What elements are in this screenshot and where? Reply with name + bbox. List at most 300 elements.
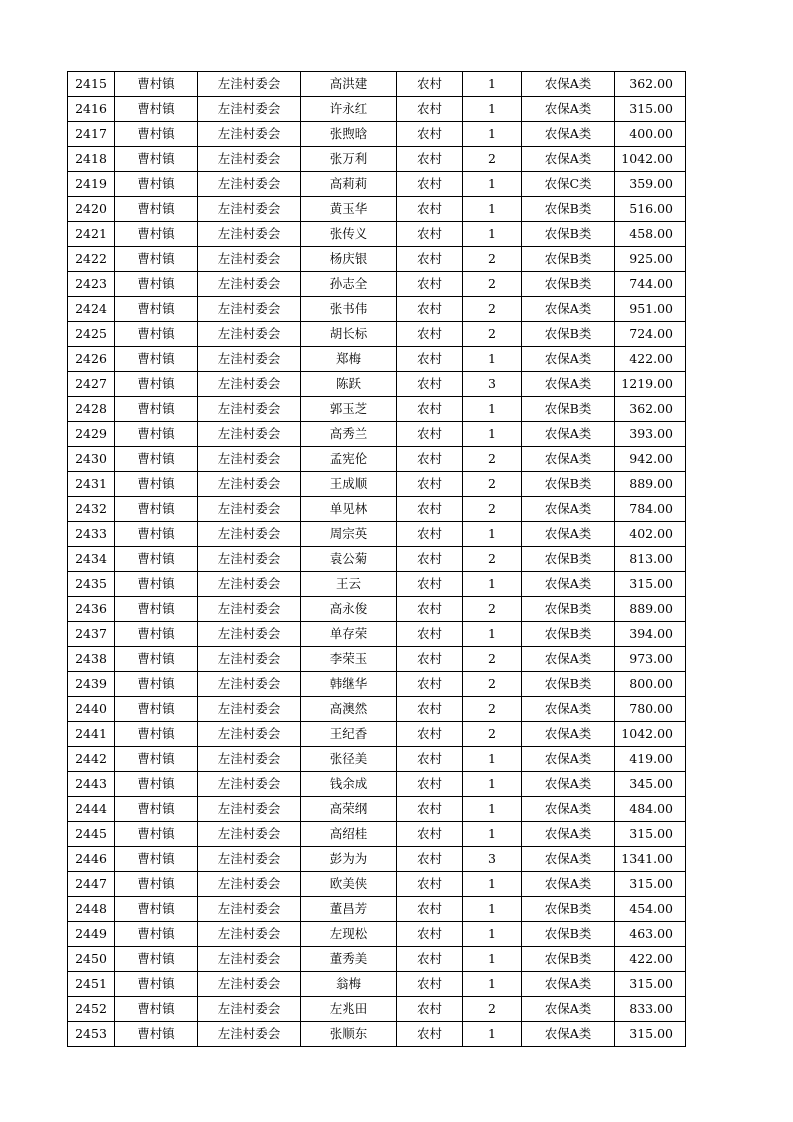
village-committee-cell: 左洼村委会 bbox=[198, 247, 301, 272]
area-type-cell: 农村 bbox=[397, 797, 463, 822]
village-committee-cell: 左洼村委会 bbox=[198, 747, 301, 772]
area-type-cell: 农村 bbox=[397, 847, 463, 872]
row-number-cell: 2435 bbox=[68, 572, 115, 597]
amount-cell: 454.00 bbox=[615, 897, 686, 922]
town-cell: 曹村镇 bbox=[115, 772, 198, 797]
amount-cell: 800.00 bbox=[615, 672, 686, 697]
town-cell: 曹村镇 bbox=[115, 197, 198, 222]
insurance-class-cell: 农保B类 bbox=[522, 247, 615, 272]
village-committee-cell: 左洼村委会 bbox=[198, 697, 301, 722]
amount-cell: 516.00 bbox=[615, 197, 686, 222]
household-size-cell: 1 bbox=[463, 522, 522, 547]
name-cell: 高秀兰 bbox=[301, 422, 397, 447]
table-body bbox=[68, 72, 686, 1047]
household-size-cell: 2 bbox=[463, 997, 522, 1022]
insurance-class-cell: 农保A类 bbox=[522, 722, 615, 747]
town-cell: 曹村镇 bbox=[115, 647, 198, 672]
town-cell: 曹村镇 bbox=[115, 572, 198, 597]
name-cell: 韩继华 bbox=[301, 672, 397, 697]
amount-cell: 315.00 bbox=[615, 872, 686, 897]
town-cell: 曹村镇 bbox=[115, 222, 198, 247]
amount-cell: 402.00 bbox=[615, 522, 686, 547]
area-type-cell: 农村 bbox=[397, 997, 463, 1022]
town-cell: 曹村镇 bbox=[115, 622, 198, 647]
town-cell: 曹村镇 bbox=[115, 172, 198, 197]
village-committee-cell: 左洼村委会 bbox=[198, 647, 301, 672]
town-cell: 曹村镇 bbox=[115, 997, 198, 1022]
table-row bbox=[68, 522, 686, 547]
name-cell: 钱余成 bbox=[301, 772, 397, 797]
household-size-cell: 2 bbox=[463, 322, 522, 347]
household-size-cell: 1 bbox=[463, 1022, 522, 1047]
household-size-cell: 1 bbox=[463, 422, 522, 447]
town-cell: 曹村镇 bbox=[115, 972, 198, 997]
insurance-class-cell: 农保B类 bbox=[522, 672, 615, 697]
row-number-cell: 2415 bbox=[68, 72, 115, 97]
household-size-cell: 2 bbox=[463, 447, 522, 472]
table-row bbox=[68, 72, 686, 97]
town-cell: 曹村镇 bbox=[115, 697, 198, 722]
insurance-class-cell: 农保A类 bbox=[522, 997, 615, 1022]
household-size-cell: 1 bbox=[463, 772, 522, 797]
amount-cell: 744.00 bbox=[615, 272, 686, 297]
insurance-class-cell: 农保A类 bbox=[522, 797, 615, 822]
area-type-cell: 农村 bbox=[397, 572, 463, 597]
name-cell: 张顺东 bbox=[301, 1022, 397, 1047]
area-type-cell: 农村 bbox=[397, 272, 463, 297]
insurance-class-cell: 农保B类 bbox=[522, 397, 615, 422]
insurance-class-cell: 农保A类 bbox=[522, 122, 615, 147]
amount-cell: 359.00 bbox=[615, 172, 686, 197]
area-type-cell: 农村 bbox=[397, 722, 463, 747]
amount-cell: 1042.00 bbox=[615, 722, 686, 747]
household-size-cell: 1 bbox=[463, 172, 522, 197]
name-cell: 黄玉华 bbox=[301, 197, 397, 222]
amount-cell: 362.00 bbox=[615, 397, 686, 422]
town-cell: 曹村镇 bbox=[115, 122, 198, 147]
household-size-cell: 1 bbox=[463, 872, 522, 897]
insurance-class-cell: 农保A类 bbox=[522, 72, 615, 97]
household-size-cell: 1 bbox=[463, 622, 522, 647]
area-type-cell: 农村 bbox=[397, 372, 463, 397]
household-size-cell: 1 bbox=[463, 572, 522, 597]
table-row bbox=[68, 572, 686, 597]
table-row bbox=[68, 97, 686, 122]
village-committee-cell: 左洼村委会 bbox=[198, 1022, 301, 1047]
name-cell: 张煦晗 bbox=[301, 122, 397, 147]
row-number-cell: 2429 bbox=[68, 422, 115, 447]
table-row bbox=[68, 497, 686, 522]
household-size-cell: 1 bbox=[463, 97, 522, 122]
records-table bbox=[67, 71, 686, 1047]
row-number-cell: 2452 bbox=[68, 997, 115, 1022]
row-number-cell: 2432 bbox=[68, 497, 115, 522]
town-cell: 曹村镇 bbox=[115, 422, 198, 447]
insurance-class-cell: 农保A类 bbox=[522, 647, 615, 672]
area-type-cell: 农村 bbox=[397, 422, 463, 447]
insurance-class-cell: 农保B类 bbox=[522, 272, 615, 297]
town-cell: 曹村镇 bbox=[115, 297, 198, 322]
row-number-cell: 2441 bbox=[68, 722, 115, 747]
household-size-cell: 1 bbox=[463, 222, 522, 247]
insurance-class-cell: 农保A类 bbox=[522, 772, 615, 797]
name-cell: 高澳然 bbox=[301, 697, 397, 722]
town-cell: 曹村镇 bbox=[115, 272, 198, 297]
row-number-cell: 2444 bbox=[68, 797, 115, 822]
name-cell: 高洪建 bbox=[301, 72, 397, 97]
amount-cell: 724.00 bbox=[615, 322, 686, 347]
area-type-cell: 农村 bbox=[397, 697, 463, 722]
row-number-cell: 2443 bbox=[68, 772, 115, 797]
household-size-cell: 2 bbox=[463, 672, 522, 697]
row-number-cell: 2427 bbox=[68, 372, 115, 397]
village-committee-cell: 左洼村委会 bbox=[198, 722, 301, 747]
row-number-cell: 2416 bbox=[68, 97, 115, 122]
row-number-cell: 2450 bbox=[68, 947, 115, 972]
household-size-cell: 2 bbox=[463, 472, 522, 497]
village-committee-cell: 左洼村委会 bbox=[198, 72, 301, 97]
table-row bbox=[68, 672, 686, 697]
row-number-cell: 2447 bbox=[68, 872, 115, 897]
household-size-cell: 1 bbox=[463, 922, 522, 947]
insurance-class-cell: 农保A类 bbox=[522, 372, 615, 397]
name-cell: 张传义 bbox=[301, 222, 397, 247]
amount-cell: 422.00 bbox=[615, 347, 686, 372]
town-cell: 曹村镇 bbox=[115, 822, 198, 847]
village-committee-cell: 左洼村委会 bbox=[198, 147, 301, 172]
town-cell: 曹村镇 bbox=[115, 97, 198, 122]
amount-cell: 889.00 bbox=[615, 472, 686, 497]
village-committee-cell: 左洼村委会 bbox=[198, 497, 301, 522]
amount-cell: 419.00 bbox=[615, 747, 686, 772]
household-size-cell: 2 bbox=[463, 297, 522, 322]
amount-cell: 315.00 bbox=[615, 1022, 686, 1047]
insurance-class-cell: 农保A类 bbox=[522, 872, 615, 897]
amount-cell: 315.00 bbox=[615, 822, 686, 847]
insurance-class-cell: 农保A类 bbox=[522, 447, 615, 472]
town-cell: 曹村镇 bbox=[115, 72, 198, 97]
insurance-class-cell: 农保B类 bbox=[522, 897, 615, 922]
name-cell: 彭为为 bbox=[301, 847, 397, 872]
town-cell: 曹村镇 bbox=[115, 922, 198, 947]
table-row bbox=[68, 447, 686, 472]
village-committee-cell: 左洼村委会 bbox=[198, 272, 301, 297]
row-number-cell: 2437 bbox=[68, 622, 115, 647]
area-type-cell: 农村 bbox=[397, 872, 463, 897]
name-cell: 单见林 bbox=[301, 497, 397, 522]
table-row bbox=[68, 747, 686, 772]
table-row bbox=[68, 397, 686, 422]
town-cell: 曹村镇 bbox=[115, 672, 198, 697]
area-type-cell: 农村 bbox=[397, 497, 463, 522]
village-committee-cell: 左洼村委会 bbox=[198, 672, 301, 697]
name-cell: 胡长标 bbox=[301, 322, 397, 347]
household-size-cell: 1 bbox=[463, 397, 522, 422]
household-size-cell: 2 bbox=[463, 697, 522, 722]
name-cell: 左兆田 bbox=[301, 997, 397, 1022]
name-cell: 单存荣 bbox=[301, 622, 397, 647]
table-row bbox=[68, 897, 686, 922]
town-cell: 曹村镇 bbox=[115, 147, 198, 172]
town-cell: 曹村镇 bbox=[115, 547, 198, 572]
insurance-class-cell: 农保C类 bbox=[522, 172, 615, 197]
row-number-cell: 2418 bbox=[68, 147, 115, 172]
area-type-cell: 农村 bbox=[397, 197, 463, 222]
town-cell: 曹村镇 bbox=[115, 347, 198, 372]
name-cell: 董秀美 bbox=[301, 947, 397, 972]
village-committee-cell: 左洼村委会 bbox=[198, 922, 301, 947]
table-row bbox=[68, 597, 686, 622]
village-committee-cell: 左洼村委会 bbox=[198, 422, 301, 447]
amount-cell: 813.00 bbox=[615, 547, 686, 572]
row-number-cell: 2428 bbox=[68, 397, 115, 422]
amount-cell: 362.00 bbox=[615, 72, 686, 97]
row-number-cell: 2420 bbox=[68, 197, 115, 222]
insurance-class-cell: 农保A类 bbox=[522, 697, 615, 722]
village-committee-cell: 左洼村委会 bbox=[198, 622, 301, 647]
name-cell: 高荣纲 bbox=[301, 797, 397, 822]
area-type-cell: 农村 bbox=[397, 1022, 463, 1047]
area-type-cell: 农村 bbox=[397, 322, 463, 347]
village-committee-cell: 左洼村委会 bbox=[198, 397, 301, 422]
amount-cell: 784.00 bbox=[615, 497, 686, 522]
table-row bbox=[68, 347, 686, 372]
row-number-cell: 2417 bbox=[68, 122, 115, 147]
area-type-cell: 农村 bbox=[397, 647, 463, 672]
table-row bbox=[68, 272, 686, 297]
amount-cell: 400.00 bbox=[615, 122, 686, 147]
name-cell: 李荣玉 bbox=[301, 647, 397, 672]
town-cell: 曹村镇 bbox=[115, 897, 198, 922]
area-type-cell: 农村 bbox=[397, 622, 463, 647]
name-cell: 欧美侠 bbox=[301, 872, 397, 897]
area-type-cell: 农村 bbox=[397, 147, 463, 172]
row-number-cell: 2434 bbox=[68, 547, 115, 572]
insurance-class-cell: 农保A类 bbox=[522, 847, 615, 872]
name-cell: 张径美 bbox=[301, 747, 397, 772]
amount-cell: 889.00 bbox=[615, 597, 686, 622]
area-type-cell: 农村 bbox=[397, 772, 463, 797]
area-type-cell: 农村 bbox=[397, 297, 463, 322]
household-size-cell: 2 bbox=[463, 597, 522, 622]
area-type-cell: 农村 bbox=[397, 122, 463, 147]
household-size-cell: 3 bbox=[463, 372, 522, 397]
village-committee-cell: 左洼村委会 bbox=[198, 122, 301, 147]
table-row bbox=[68, 1022, 686, 1047]
amount-cell: 1219.00 bbox=[615, 372, 686, 397]
name-cell: 袁公菊 bbox=[301, 547, 397, 572]
amount-cell: 315.00 bbox=[615, 572, 686, 597]
amount-cell: 951.00 bbox=[615, 297, 686, 322]
insurance-class-cell: 农保A类 bbox=[522, 522, 615, 547]
area-type-cell: 农村 bbox=[397, 472, 463, 497]
area-type-cell: 农村 bbox=[397, 97, 463, 122]
town-cell: 曹村镇 bbox=[115, 247, 198, 272]
name-cell: 左现松 bbox=[301, 922, 397, 947]
row-number-cell: 2426 bbox=[68, 347, 115, 372]
table-row bbox=[68, 872, 686, 897]
table-row bbox=[68, 372, 686, 397]
table-row bbox=[68, 222, 686, 247]
row-number-cell: 2442 bbox=[68, 747, 115, 772]
household-size-cell: 2 bbox=[463, 147, 522, 172]
row-number-cell: 2453 bbox=[68, 1022, 115, 1047]
town-cell: 曹村镇 bbox=[115, 597, 198, 622]
village-committee-cell: 左洼村委会 bbox=[198, 447, 301, 472]
table-row bbox=[68, 122, 686, 147]
household-size-cell: 2 bbox=[463, 272, 522, 297]
town-cell: 曹村镇 bbox=[115, 522, 198, 547]
insurance-class-cell: 农保B类 bbox=[522, 472, 615, 497]
insurance-class-cell: 农保B类 bbox=[522, 322, 615, 347]
insurance-class-cell: 农保A类 bbox=[522, 822, 615, 847]
village-committee-cell: 左洼村委会 bbox=[198, 547, 301, 572]
amount-cell: 345.00 bbox=[615, 772, 686, 797]
insurance-class-cell: 农保A类 bbox=[522, 147, 615, 172]
village-committee-cell: 左洼村委会 bbox=[198, 822, 301, 847]
row-number-cell: 2448 bbox=[68, 897, 115, 922]
household-size-cell: 2 bbox=[463, 647, 522, 672]
area-type-cell: 农村 bbox=[397, 397, 463, 422]
name-cell: 高莉莉 bbox=[301, 172, 397, 197]
area-type-cell: 农村 bbox=[397, 547, 463, 572]
amount-cell: 780.00 bbox=[615, 697, 686, 722]
row-number-cell: 2451 bbox=[68, 972, 115, 997]
town-cell: 曹村镇 bbox=[115, 722, 198, 747]
row-number-cell: 2419 bbox=[68, 172, 115, 197]
village-committee-cell: 左洼村委会 bbox=[198, 347, 301, 372]
amount-cell: 1341.00 bbox=[615, 847, 686, 872]
amount-cell: 315.00 bbox=[615, 97, 686, 122]
town-cell: 曹村镇 bbox=[115, 497, 198, 522]
area-type-cell: 农村 bbox=[397, 222, 463, 247]
village-committee-cell: 左洼村委会 bbox=[198, 847, 301, 872]
area-type-cell: 农村 bbox=[397, 947, 463, 972]
town-cell: 曹村镇 bbox=[115, 872, 198, 897]
table-row bbox=[68, 547, 686, 572]
table-row bbox=[68, 847, 686, 872]
insurance-class-cell: 农保B类 bbox=[522, 597, 615, 622]
household-size-cell: 1 bbox=[463, 972, 522, 997]
insurance-class-cell: 农保A类 bbox=[522, 97, 615, 122]
insurance-class-cell: 农保B类 bbox=[522, 547, 615, 572]
area-type-cell: 农村 bbox=[397, 672, 463, 697]
row-number-cell: 2433 bbox=[68, 522, 115, 547]
row-number-cell: 2449 bbox=[68, 922, 115, 947]
town-cell: 曹村镇 bbox=[115, 372, 198, 397]
household-size-cell: 2 bbox=[463, 247, 522, 272]
village-committee-cell: 左洼村委会 bbox=[198, 972, 301, 997]
insurance-class-cell: 农保A类 bbox=[522, 1022, 615, 1047]
name-cell: 郭玉芝 bbox=[301, 397, 397, 422]
village-committee-cell: 左洼村委会 bbox=[198, 997, 301, 1022]
town-cell: 曹村镇 bbox=[115, 447, 198, 472]
household-size-cell: 1 bbox=[463, 947, 522, 972]
amount-cell: 422.00 bbox=[615, 947, 686, 972]
village-committee-cell: 左洼村委会 bbox=[198, 797, 301, 822]
row-number-cell: 2431 bbox=[68, 472, 115, 497]
name-cell: 许永红 bbox=[301, 97, 397, 122]
name-cell: 王云 bbox=[301, 572, 397, 597]
village-committee-cell: 左洼村委会 bbox=[198, 597, 301, 622]
table-row bbox=[68, 247, 686, 272]
household-size-cell: 1 bbox=[463, 897, 522, 922]
amount-cell: 315.00 bbox=[615, 972, 686, 997]
household-size-cell: 1 bbox=[463, 347, 522, 372]
table-row bbox=[68, 622, 686, 647]
name-cell: 周宗英 bbox=[301, 522, 397, 547]
town-cell: 曹村镇 bbox=[115, 847, 198, 872]
village-committee-cell: 左洼村委会 bbox=[198, 947, 301, 972]
table-row bbox=[68, 722, 686, 747]
row-number-cell: 2422 bbox=[68, 247, 115, 272]
table-row bbox=[68, 697, 686, 722]
row-number-cell: 2430 bbox=[68, 447, 115, 472]
amount-cell: 925.00 bbox=[615, 247, 686, 272]
row-number-cell: 2438 bbox=[68, 647, 115, 672]
table-row bbox=[68, 922, 686, 947]
table-row bbox=[68, 172, 686, 197]
village-committee-cell: 左洼村委会 bbox=[198, 372, 301, 397]
insurance-class-cell: 农保A类 bbox=[522, 422, 615, 447]
name-cell: 高绍桂 bbox=[301, 822, 397, 847]
village-committee-cell: 左洼村委会 bbox=[198, 772, 301, 797]
village-committee-cell: 左洼村委会 bbox=[198, 297, 301, 322]
name-cell: 张书伟 bbox=[301, 297, 397, 322]
table-row bbox=[68, 972, 686, 997]
village-committee-cell: 左洼村委会 bbox=[198, 572, 301, 597]
name-cell: 翁梅 bbox=[301, 972, 397, 997]
name-cell: 董昌芳 bbox=[301, 897, 397, 922]
table-row bbox=[68, 197, 686, 222]
name-cell: 陈跃 bbox=[301, 372, 397, 397]
area-type-cell: 农村 bbox=[397, 522, 463, 547]
row-number-cell: 2436 bbox=[68, 597, 115, 622]
village-committee-cell: 左洼村委会 bbox=[198, 897, 301, 922]
amount-cell: 458.00 bbox=[615, 222, 686, 247]
name-cell: 王纪香 bbox=[301, 722, 397, 747]
household-size-cell: 2 bbox=[463, 497, 522, 522]
insurance-class-cell: 农保B类 bbox=[522, 197, 615, 222]
town-cell: 曹村镇 bbox=[115, 747, 198, 772]
insurance-class-cell: 农保B类 bbox=[522, 622, 615, 647]
row-number-cell: 2439 bbox=[68, 672, 115, 697]
town-cell: 曹村镇 bbox=[115, 397, 198, 422]
amount-cell: 484.00 bbox=[615, 797, 686, 822]
row-number-cell: 2446 bbox=[68, 847, 115, 872]
area-type-cell: 农村 bbox=[397, 597, 463, 622]
area-type-cell: 农村 bbox=[397, 972, 463, 997]
village-committee-cell: 左洼村委会 bbox=[198, 97, 301, 122]
row-number-cell: 2424 bbox=[68, 297, 115, 322]
name-cell: 张万利 bbox=[301, 147, 397, 172]
insurance-class-cell: 农保A类 bbox=[522, 297, 615, 322]
area-type-cell: 农村 bbox=[397, 897, 463, 922]
amount-cell: 1042.00 bbox=[615, 147, 686, 172]
table-row bbox=[68, 997, 686, 1022]
area-type-cell: 农村 bbox=[397, 447, 463, 472]
amount-cell: 463.00 bbox=[615, 922, 686, 947]
village-committee-cell: 左洼村委会 bbox=[198, 222, 301, 247]
household-size-cell: 3 bbox=[463, 847, 522, 872]
area-type-cell: 农村 bbox=[397, 347, 463, 372]
area-type-cell: 农村 bbox=[397, 822, 463, 847]
household-size-cell: 1 bbox=[463, 122, 522, 147]
village-committee-cell: 左洼村委会 bbox=[198, 872, 301, 897]
row-number-cell: 2423 bbox=[68, 272, 115, 297]
village-committee-cell: 左洼村委会 bbox=[198, 197, 301, 222]
household-size-cell: 1 bbox=[463, 797, 522, 822]
